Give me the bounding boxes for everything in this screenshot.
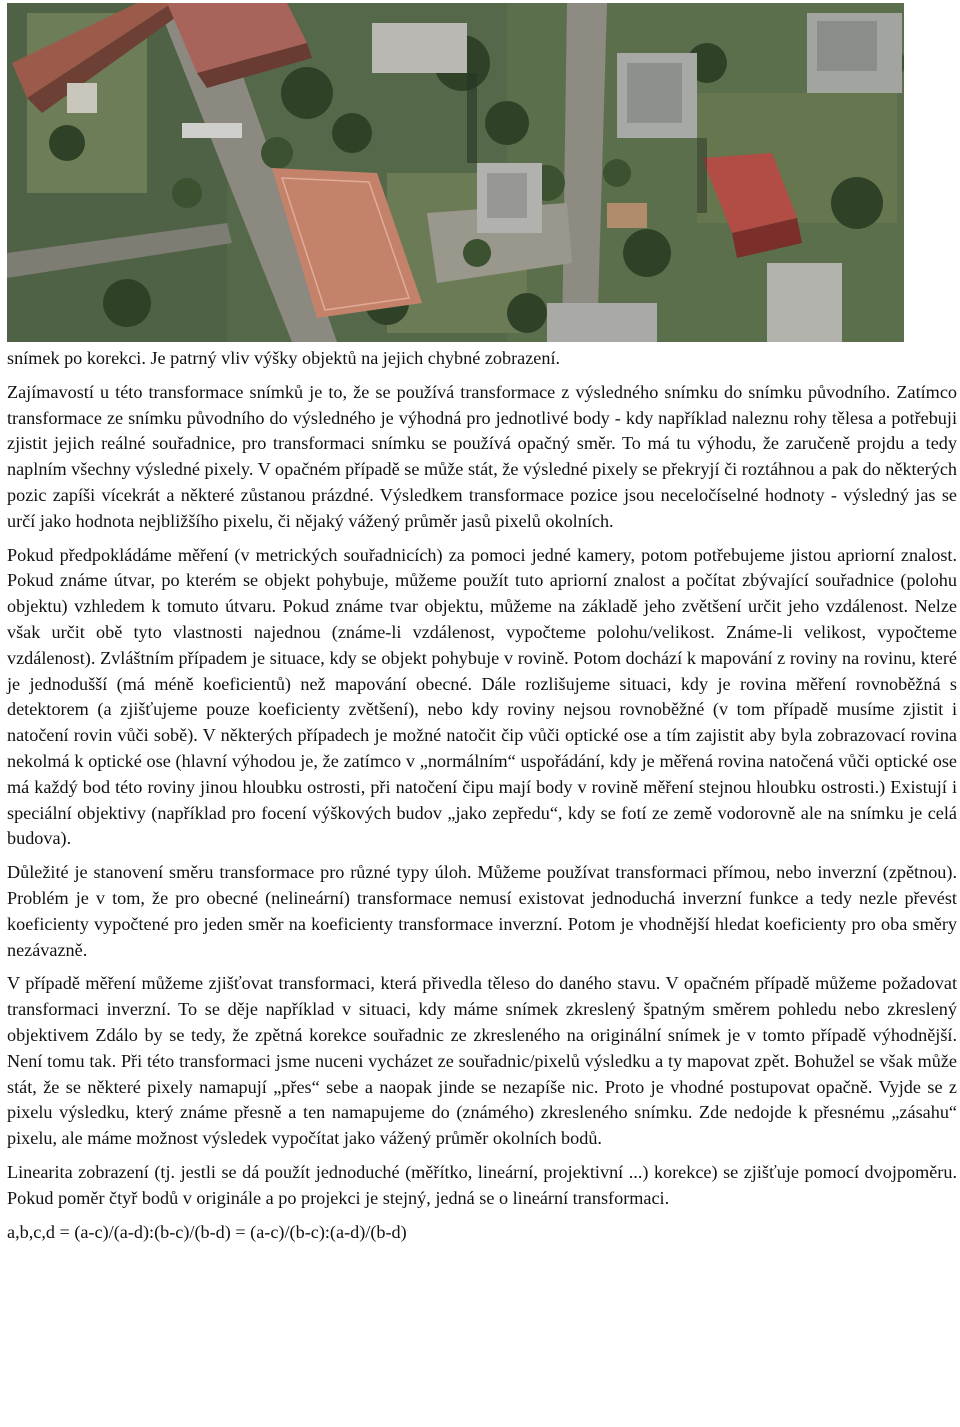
aerial-photo — [7, 3, 904, 342]
paragraph: Pokud předpokládáme měření (v metrických souřadnicích) za pomoci jedné kamery, potom potřebujeme jistou apriorní znalost. Pokud známe útvar, po kterém se objekt pohybuje, můžeme použít tuto apriorní znalost a počítat zbývající souřadnice (polohu objektu) vzhledem k tomuto útvaru. Pokud známe tvar objektu, můžeme na základě jeho zvětšení určit jeho vzdálenost. Nelze však určit obě tyto vlastnosti najednou (známe-li vzdálenost, vypočteme polohu/velikost. Známe-li velikost, vypočteme vzdálenost). Zvláštním případem je situace, kdy se objekt pohybuje v rovině. Potom dochází k mapování z roviny na rovinu, které je jednodušší (má méně koeficientů) než mapování obecné. Dále rozlišujeme situaci, kdy je rovina měření rovnoběžná s detektorem (a zjišťujeme pouze koeficienty zvětšení), nebo kdy roviny nejsou rovnoběžné (v tom případě musíme zjistit i natočení rovin vůči sobě). V některých případech je možné natočit čip vůči optické ose a tím zajistit aby byla zobrazovací rovina nekolmá k optické ose (hlavní výhodou je, že zatímco v „normálním“ uspořádání, kdy je měřená rovina natočená vůči optické ose má každý bod této roviny jinou hloubku ostrosti, při natočení čipu mají body v rovině měření stejnou hloubku ostrosti.) Existují i speciální objektivy (například pro focení výškových budov „jako zepředu“, kdy se fotí ze země vodorovně ale na snímku je celá budova). — [7, 544, 957, 849]
document-body — [7, 346, 957, 1245]
paragraph: Zajímavostí u této transformace snímků je to, že se používá transformace z výsledného snímku do snímku původního. Zatímco transformace ze snímku původního do výsledného je výhodná pro jednotlivé body - kdy například naleznu rohy tělesa a potřebuji zjistit jejich reálné souřadnice, pro transformaci snímku se používá opačný směr. To má tu výhodu, že zaručeně projdu a tedy naplním všechny výsledné pixely. V opačném případě se může stát, že výsledné pixely se překryjí či roztáhnou a pak do některých pozic zapíši vícekrát a některé zůstanou prázdné. Výsledkem transformace pozice jsou neceločíselné hodnoty - výsledný jas se určí jako hodnota nejbližšího pixelu, či nějaký vážený průměr jasů pixelů okolních. — [7, 381, 957, 531]
paragraph: V případě měření můžeme zjišťovat transformaci, která přivedla těleso do daného stavu. V opačném případě můžeme požadovat transformaci inverzní. To se děje například v situaci, kdy máme snímek zkreslený špatným směrem pohledu nebo zkreslený objektivem Zdálo by se tedy, že zpětná korekce souřadnic ze zkresleného na originální snímek je v tomto případě výhodnější. Není tomu tak. Při této transformaci jsme nuceni vycházet ze souřadnic/pixelů výsledku a ty mapovat zpět. Bohužel se však může stát, že se některé pixely namapují „přes“ sebe a naopak jinde se nezapíše nic. Proto je vhodné postupovat opačně. Vyjde se z pixelu výsledku, který známe přesně a ten namapujeme do (známého) zkresleného snímku. Zde nedojde k přesnému „zásahu“ pixelu, ale máme možnost výsledek vypočítat jako vážený průměr okolních bodů. — [7, 973, 957, 1149]
paragraph: Důležité je stanovení směru transformace pro různé typy úloh. Můžeme používat transformaci přímou, nebo inverzní (zpětnou). Problém je v tom, že pro obecné (nelineární) transformace nemusí existovat jednoduchá inverzní funkce a tedy nezle převést koeficienty vypočtené pro jeden směr na koeficienty transformace inverzní. Potom je vhodnější hledat koeficienty pro oba směry nezávazně. — [7, 862, 957, 960]
cross-ratio-formula: a,b,c,d = (a-c)/(a-d):(b-c)/(b-d) = (a-c)/(b-c):(a-d)/(b-d) — [7, 1221, 407, 1242]
figure-caption: snímek po korekci. Je patrný vliv výšky objektů na jejich chybné zobrazení. — [7, 348, 561, 368]
paragraph: Linearita zobrazení (tj. jestli se dá použít jednoduché (měřítko, lineární, projektivní ...) korekce) se zjišťuje pomocí dvojpoměru. Pokud poměr čtyř bodů v originále a po projekci je stejný, jedná se o lineární transformaci. — [7, 1161, 957, 1208]
